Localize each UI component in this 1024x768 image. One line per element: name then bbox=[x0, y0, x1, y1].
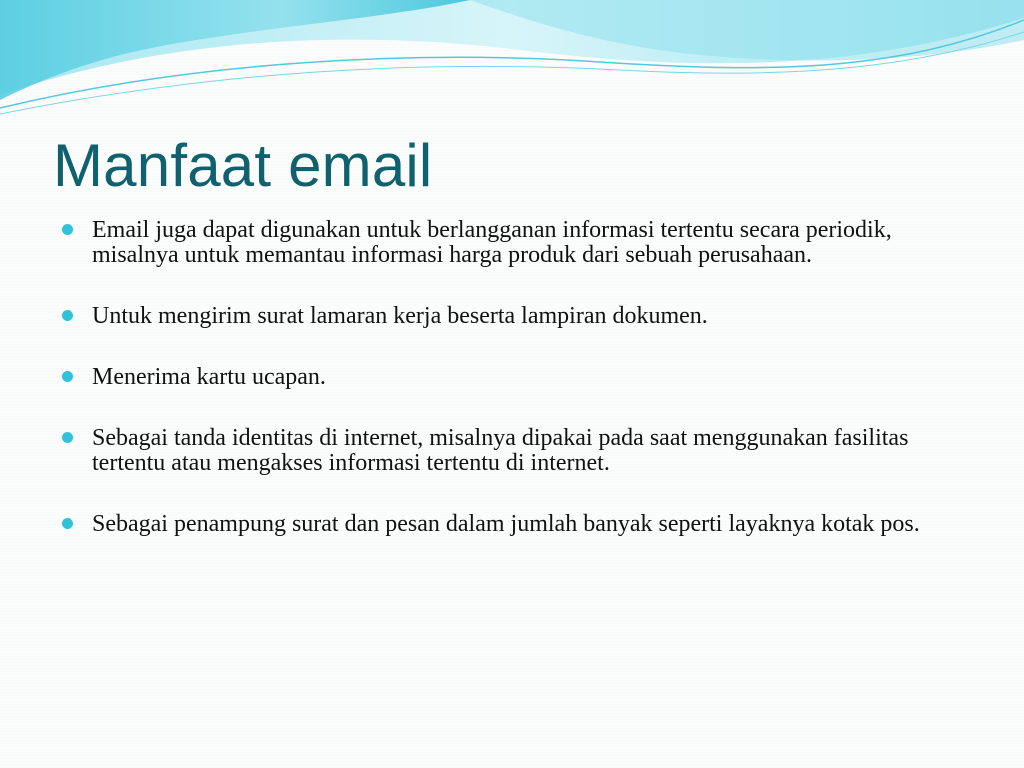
bullet-dot-icon bbox=[62, 224, 73, 235]
bullet-list bbox=[62, 218, 962, 573]
list-item bbox=[62, 426, 962, 476]
list-item bbox=[62, 218, 962, 268]
bullet-dot-icon bbox=[62, 518, 73, 529]
bullet-dot-icon bbox=[62, 310, 73, 321]
bullet-text: Untuk mengirim surat lamaran kerja beserta lampiran dokumen. bbox=[92, 303, 708, 329]
header-wave-decoration bbox=[0, 0, 1024, 130]
bullet-text: Sebagai tanda identitas di internet, misalnya dipakai pada saat menggunakan fasilitas tertentu atau mengakses informasi tertentu di internet. bbox=[92, 425, 909, 476]
bullet-dot-icon bbox=[62, 371, 73, 382]
list-item bbox=[62, 365, 962, 390]
list-item bbox=[62, 512, 962, 537]
bullet-text: Sebagai penampung surat dan pesan dalam jumlah banyak seperti layaknya kotak pos. bbox=[92, 511, 920, 537]
list-item bbox=[62, 304, 962, 329]
slide-title: Manfaat email bbox=[53, 132, 433, 199]
bullet-text: Email juga dapat digunakan untuk berlangganan informasi tertentu secara periodik, misalnya untuk memantau informasi harga produk dari sebuah perusahaan. bbox=[92, 217, 892, 268]
bullet-dot-icon bbox=[62, 432, 73, 443]
bullet-text: Menerima kartu ucapan. bbox=[92, 364, 326, 390]
